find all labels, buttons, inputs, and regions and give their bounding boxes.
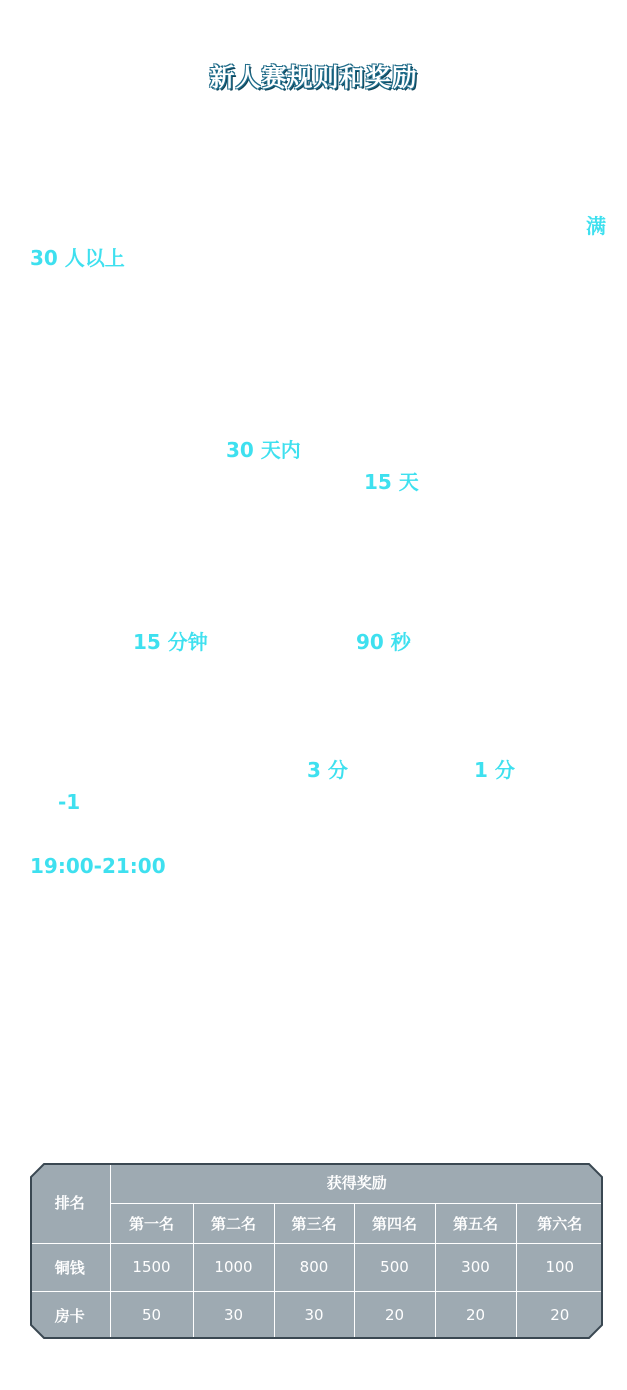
highlight-3-points: 3 分 <box>307 758 348 782</box>
place-cell: 第二名 <box>193 1203 274 1243</box>
table-cell: 800 <box>274 1243 354 1291</box>
table-cell: 30 <box>193 1291 274 1339</box>
place-cell: 第六名 <box>516 1203 603 1243</box>
table-cell: 300 <box>435 1243 516 1291</box>
highlight-30-days: 30 天内 <box>226 438 301 462</box>
table-header-row <box>30 1163 603 1203</box>
page-title: 新人赛规则和奖励 <box>209 63 418 92</box>
highlight-time-range: 19:00-21:00 <box>30 854 166 878</box>
place-cell: 第五名 <box>435 1203 516 1243</box>
highlight-full: 满 <box>586 214 606 238</box>
table-cell: 100 <box>516 1243 603 1291</box>
place-cell: 第四名 <box>354 1203 435 1243</box>
table-cell: 20 <box>516 1291 603 1339</box>
place-cell: 第一名 <box>110 1203 193 1243</box>
place-cell: 第三名 <box>274 1203 354 1243</box>
row-label: 房卡 <box>30 1291 110 1339</box>
table-row <box>30 1291 603 1339</box>
reward-header: 获得奖励 <box>110 1163 603 1203</box>
reward-table <box>30 1163 603 1339</box>
table-row <box>30 1243 603 1291</box>
table-places-row <box>30 1203 603 1243</box>
highlight-30-people: 30 人以上 <box>30 246 125 270</box>
row-label: 铜钱 <box>30 1243 110 1291</box>
table-cell: 20 <box>354 1291 435 1339</box>
highlight-1-point: 1 分 <box>474 758 515 782</box>
table-cell: 30 <box>274 1291 354 1339</box>
highlight-90-seconds: 90 秒 <box>356 630 411 654</box>
table-cell: 1000 <box>193 1243 274 1291</box>
table-cell: 1500 <box>110 1243 193 1291</box>
highlight-minus-1: -1 <box>58 790 81 814</box>
rank-header: 排名 <box>30 1163 110 1243</box>
table-cell: 500 <box>354 1243 435 1291</box>
table-cell: 50 <box>110 1291 193 1339</box>
table-cell: 20 <box>435 1291 516 1339</box>
highlight-15-days: 15 天 <box>364 470 419 494</box>
highlight-15-minutes: 15 分钟 <box>133 630 208 654</box>
